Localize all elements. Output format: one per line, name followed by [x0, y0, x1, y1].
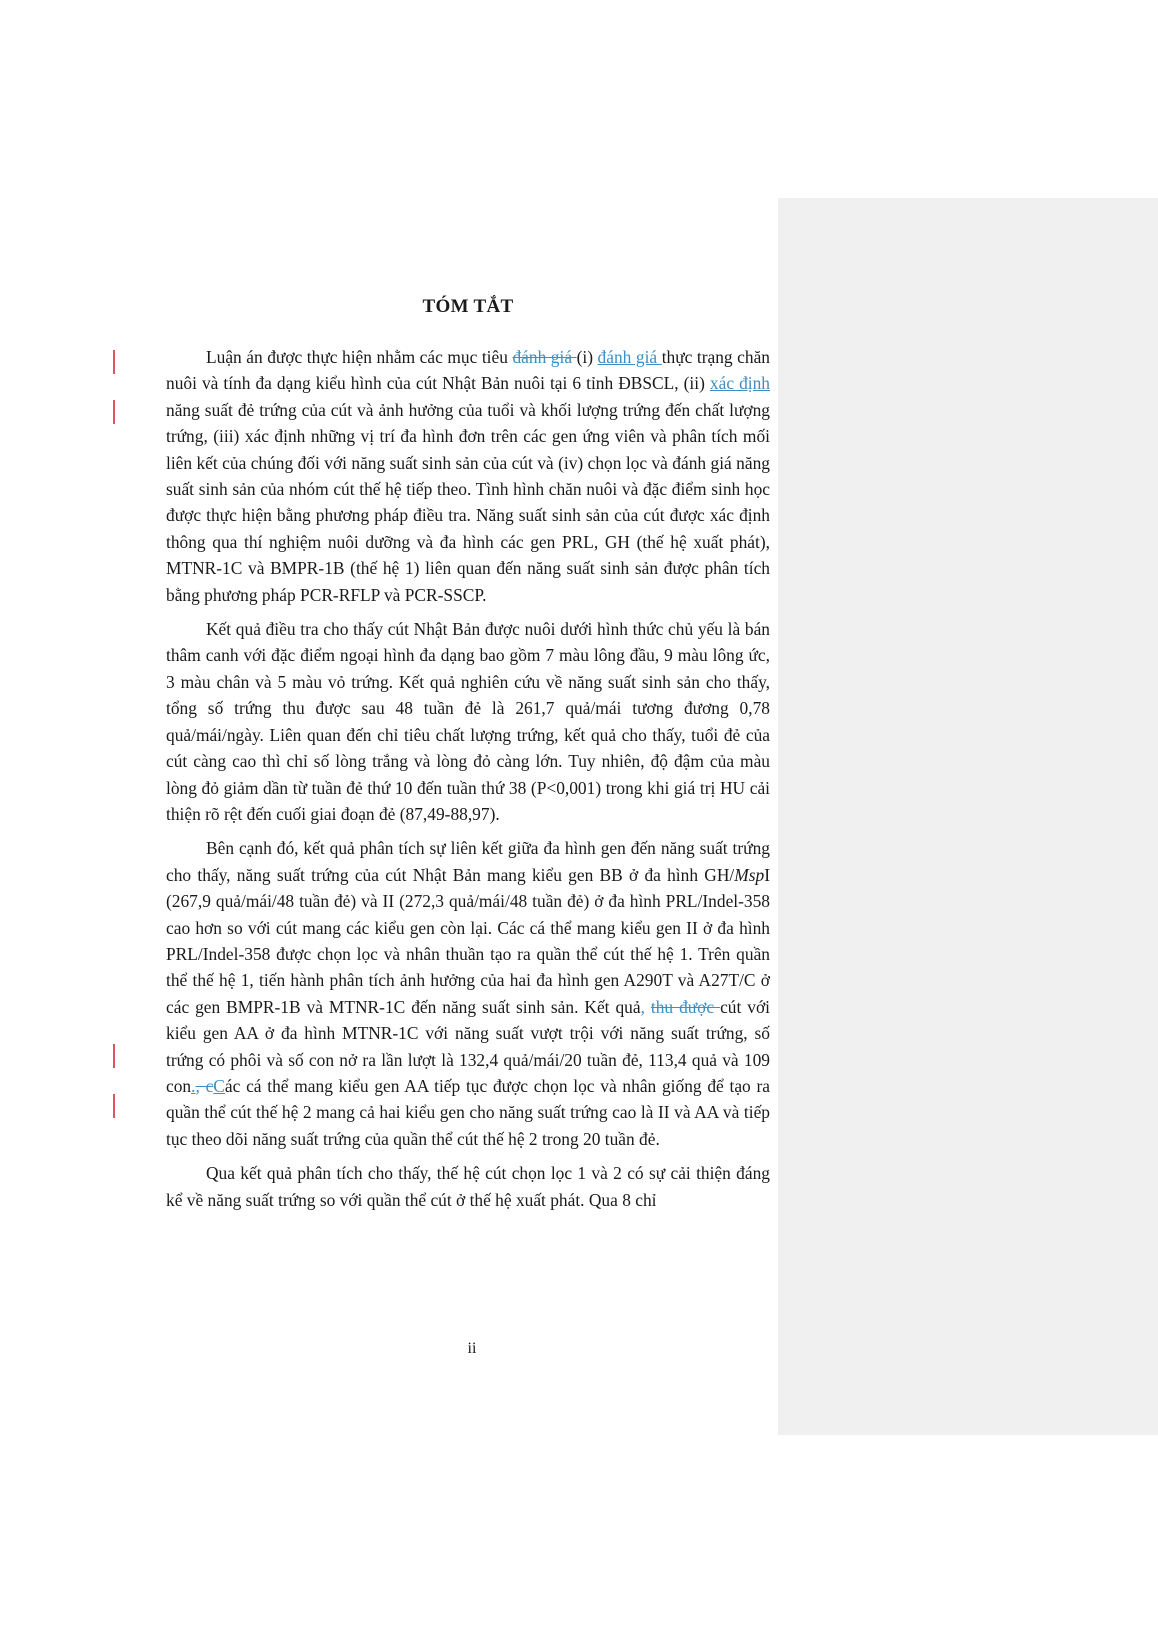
- tracked-deletion: đánh giá: [512, 347, 577, 367]
- paragraph: [166, 616, 770, 827]
- page-number: ii: [467, 1340, 477, 1357]
- paragraph-text: Luận án được thực hiện nhằm các mục tiêu: [206, 347, 513, 367]
- paragraph-text: I (267,9 quả/mái/48 tuần đẻ) và II (272,3 quả/mái/48 tuần đẻ) ở đa hình PRL/Indel-358 cao hơn so với cút mang các kiểu gen còn lại. Các cá thể mang kiểu gen II ở đa hình PRL/Indel-358 được chọn lọc và nhân thuần tạo ra quần thể cút thế hệ 1. Trên quần thể thế hệ 1, tiến hành phân tích ảnh hưởng của hai đa hình gen A290T và A27T/C ở các gen BMPR-1B và MTNR-1C đến năng suất sinh sản. Kết quả: [166, 864, 770, 1017]
- paragraph: [166, 835, 770, 1152]
- tracked-deletion: , c: [195, 1075, 214, 1096]
- change-bar: [113, 350, 115, 374]
- tracked-deletion: thu được: [650, 996, 721, 1017]
- tracked-insertion: xác định: [709, 373, 771, 394]
- page-title: TÓM TẮT: [422, 296, 514, 317]
- comment-pane: [778, 198, 1158, 1435]
- tracked-insertion: đánh giá: [597, 347, 662, 367]
- italic-text: Msp: [734, 864, 765, 885]
- change-bar: [113, 400, 115, 424]
- paragraph-text: (i): [576, 347, 598, 367]
- paragraph: [166, 1160, 770, 1213]
- paragraph-text: Bên cạnh đó, kết quả phân tích sự liên kết giữa đa hình gen đến năng suất trứng cho thấy, năng suất trứng của cút Nhật Bản mang kiểu gen BB ở đa hình GH/: [166, 838, 770, 885]
- change-bar: [113, 1094, 115, 1118]
- paragraph: [166, 344, 770, 608]
- tracked-insertion: C: [213, 1075, 225, 1096]
- paragraph-text: Qua kết quả phân tích cho thấy, thế hệ cút chọn lọc 1 và 2 có sự cải thiện đáng kể về năng suất trứng so với quần thể cút ở thế hệ xuất phát. Qua 8 chỉ: [166, 1163, 770, 1210]
- paragraph-text: Kết quả điều tra cho thấy cút Nhật Bản được nuôi dưới hình thức chủ yếu là bán thâm canh với đặc điểm ngoại hình đa dạng bao gồm 7 màu lông đầu, 9 màu lông ức, 3 màu chân và 5 màu vỏ trứng. Kết quả nghiên cứu về năng suất sinh sản cho thấy, tổng số trứng thu được sau 48 tuần đẻ là 261,7 quả/mái tương đương 0,78 quả/mái/ngày. Liên quan đến chỉ tiêu chất lượng trứng, kết quả cho thấy, tuổi đẻ của cút càng cao thì chỉ số lòng trắng và lòng đỏ càng lớn. Tuy nhiên, độ đậm của màu lòng đỏ giảm dần từ tuần đẻ thứ 10 đến tuần thứ 38 (P<0,001) trong khi giá trị HU cải thiện rõ rệt đến cuối giai đoạn đẻ (87,49-88,97).: [166, 619, 770, 824]
- tracked-insertion: .: [191, 1075, 196, 1096]
- tracked-insertion: ,: [640, 996, 645, 1017]
- paragraph-text: ác cá thể mang kiểu gen AA tiếp tục được chọn lọc và nhân giống để tạo ra quần thể cút thế hệ 2 mang cả hai kiểu gen cho năng suất trứng cao là II và AA và tiếp tục theo dõi năng suất trứng của quần thể cút thế hệ 2 trong 20 tuần đẻ.: [166, 1075, 770, 1149]
- document-body: [166, 296, 770, 1221]
- paragraph-text: cút với kiểu gen AA ở đa hình MTNR-1C với năng suất vượt trội với năng suất trứng, số trứng có phôi và số con nở ra lần lượt là 132,4 quả/mái/20 tuần đẻ, 113,4 quả và 109 con: [166, 996, 770, 1096]
- paragraph-text: thực trạng chăn nuôi và tính đa dạng kiểu hình của cút Nhật Bản nuôi tại 6 tỉnh ĐBSCL, (ii): [166, 347, 770, 394]
- change-bar: [113, 1044, 115, 1068]
- paragraph-text: năng suất đẻ trứng của cút và ảnh hưởng của tuổi và khối lượng trứng đến chất lượng trứng, (iii) xác định những vị trí đa hình đơn trên các gen ứng viên và phân tích mối liên kết của chúng đối với năng suất sinh sản của cút và (iv) chọn lọc và đánh giá năng suất sinh sản của nhóm cút thế hệ tiếp theo. Tình hình chăn nuôi và đặc điểm sinh học được thực hiện bằng phương pháp điều tra. Năng suất sinh sản của cút được xác định thông qua thí nghiệm nuôi dưỡng và đa hình các gen PRL, GH (thế hệ xuất phát), MTNR-1C và BMPR-1B (thế hệ 1) liên quan đến năng suất sinh sản được phân tích bằng phương pháp PCR-RFLP và PCR-SSCP.: [166, 399, 770, 605]
